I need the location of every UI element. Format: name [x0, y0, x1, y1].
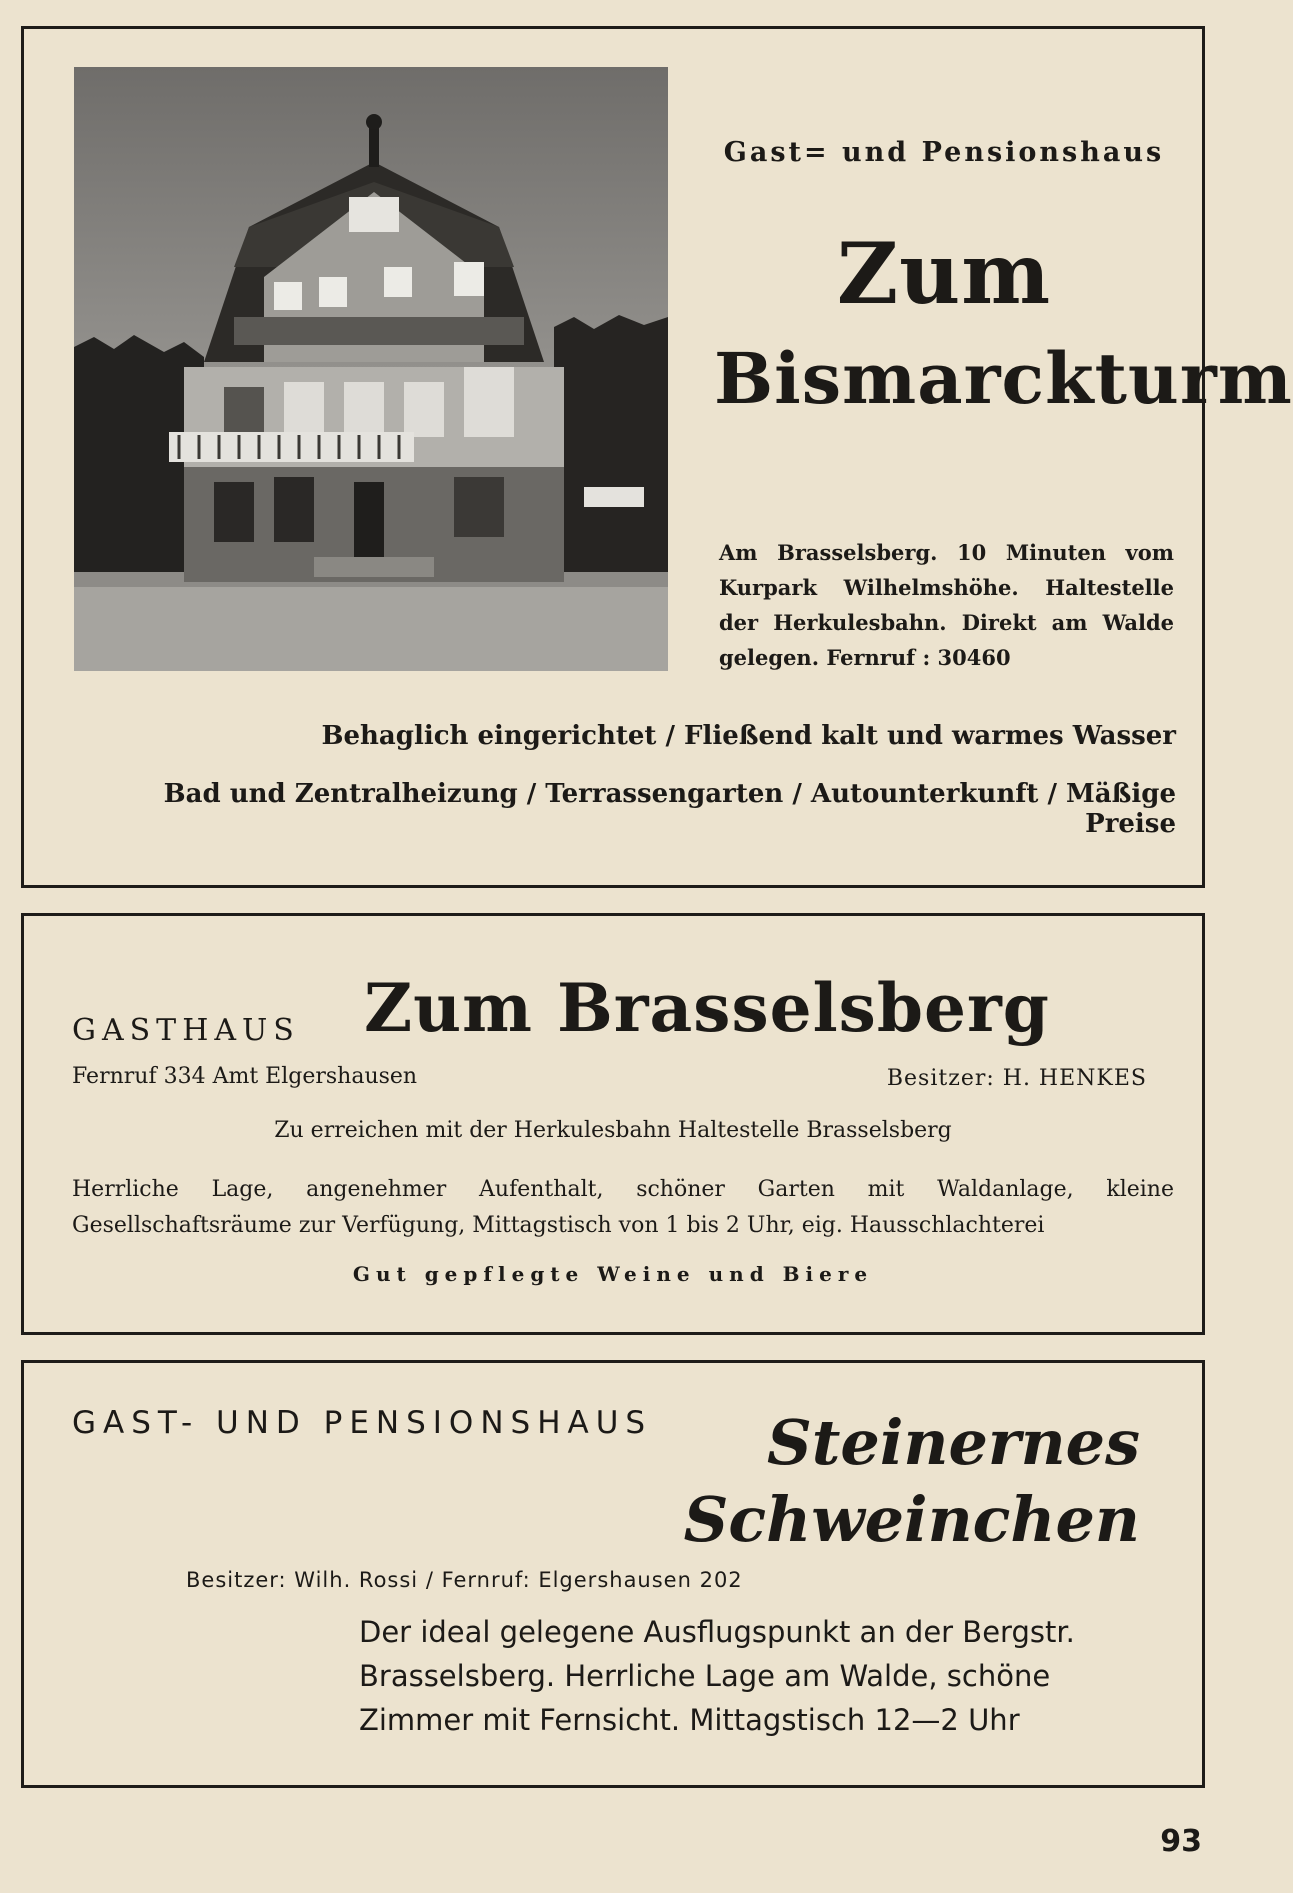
owner-name: Besitzer: H. HENKES: [886, 1066, 1147, 1091]
phone-number: Fernruf 334 Amt Elgershausen: [72, 1064, 418, 1089]
ad-brasselsberg: [21, 913, 1205, 1335]
ad-description: Der ideal gelegene Ausflugspunkt an der Bergstr. Brasselsberg. Herrliche Lage am Walde, schöne Zimmer mit Fernsicht. Mittagstisch 12—2 Uhr: [359, 1615, 1075, 1737]
house-photo: [74, 67, 668, 671]
ad-bismarckturm: [21, 26, 1293, 888]
ad-steinernes-schweinchen: [21, 1360, 1205, 1788]
ad-title-line-1: Steinernes: [766, 1406, 1140, 1479]
ad-title-line-2: Bismarckturm: [714, 337, 1293, 420]
ad-kicker: Gast= und Pensionshaus: [723, 137, 1165, 168]
amenities-line-1: Behaglich eingerichtet / Fließend kalt und warmes Wasser: [321, 721, 1176, 751]
directions-text: Zu erreichen mit der Herkulesbahn Haltestelle Brasselsberg: [274, 1118, 952, 1143]
ad-title-line-2: Schweinchen: [683, 1483, 1140, 1556]
ad-description: Am Brasselsberg. 10 Minuten vom Kurpark Wilhelmshöhe. Haltestelle der Herkulesbahn. Direkt am Walde gelegen. Fernruf : 30460: [719, 540, 1174, 670]
ad-description: Herrliche Lage, angenehmer Aufenthalt, schöner Garten mit Waldanlage, kleine Gesellschaftsräume zur Verfügung, Mittagstisch von 1 bis 2 Uhr, eig. Hausschlachterei: [72, 1177, 1174, 1238]
owner-info: Besitzer: Wilh. Rossi / Fernruf: Elgershausen 202: [186, 1568, 743, 1592]
page-number: 93: [1160, 1824, 1202, 1859]
ad-kicker: GASTHAUS: [72, 1013, 300, 1048]
wine-tagline: Gut gepflegte Weine und Biere: [352, 1262, 874, 1286]
amenities-line-2: Bad und Zentralheizung / Terrassengarten / Autounterkunft / Mäßige Preise: [163, 779, 1176, 839]
ad-kicker: GAST- UND PENSIONSHAUS: [72, 1405, 653, 1441]
ad-title-line-1: Zum: [836, 224, 1052, 323]
ad-title: Zum Brasselsberg: [364, 969, 1050, 1047]
